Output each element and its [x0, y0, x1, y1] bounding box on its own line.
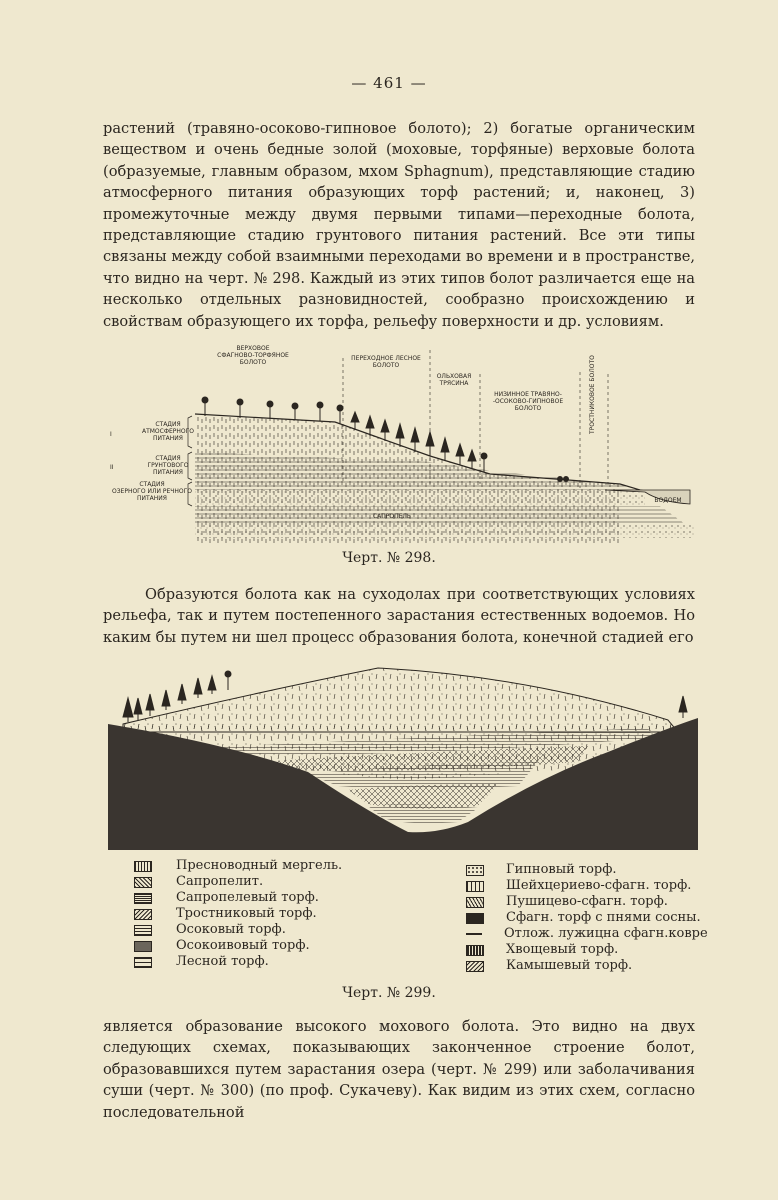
mineral-bottom-layer [195, 524, 695, 538]
label-upper-bog: ВЕРХОВОЕ [236, 345, 270, 352]
legend-item [134, 874, 342, 890]
figure-299-caption: Черт. № 299. [342, 985, 436, 1001]
legend-swatch [134, 893, 152, 904]
sapropel-layer [195, 506, 685, 524]
legend-swatch [134, 877, 152, 888]
paragraph-2: Образуются болота как на суходолах при соответствующих условиях рельефа, так и путем постепенного зарастания естественных водоемов. Но каким бы путем ни шел процесс образования болота, конечной стадией его [103, 586, 695, 646]
legend-swatch [134, 941, 152, 952]
legend-label: Осоковый торф. [176, 922, 286, 937]
water-label: ВОДОЕМ [654, 497, 682, 504]
legend-swatch [466, 933, 482, 935]
legend-swatch [466, 897, 484, 908]
legend-label: Шейхцериево-сфагн. торф. [506, 878, 692, 893]
legend-swatch [466, 865, 484, 876]
label-upper-bog-3: БОЛОТО [239, 359, 267, 366]
stage-1-label-3: ПИТАНИЯ [153, 435, 183, 442]
legend-item [134, 922, 342, 938]
page-number: — 461 — [351, 74, 427, 92]
legend-swatch [466, 945, 484, 956]
label-lowland: НИЗИННОЕ ТРАВЯНО- [494, 391, 562, 398]
figure-298-caption: Черт. № 298. [342, 550, 436, 566]
stage-1-numeral: I [110, 431, 112, 438]
stage-3-label-2: ОЗЕРНОГО ИЛИ РЕЧНОГО [111, 488, 193, 495]
legend-label: Отлож. лужицна сфагн.ковре [504, 926, 708, 941]
legend-item [134, 890, 342, 906]
legend-swatch [134, 925, 152, 936]
legend-label: Пушицево-сфагн. торф. [506, 894, 668, 909]
legend-swatch [134, 909, 152, 920]
lowland-peat-layer [195, 490, 645, 506]
legend-swatch [134, 957, 152, 968]
label-lowland-3: БОЛОТО [514, 405, 542, 412]
legend-label: Сапропелевый торф. [176, 890, 319, 905]
stage-3-label-3: ПИТАНИЯ [137, 495, 167, 502]
stage-2-numeral: II [110, 464, 114, 471]
legend-swatch [466, 881, 484, 892]
stage-2-label-2: ГРУНТОВОГО [147, 462, 189, 469]
legend-item [134, 858, 342, 874]
label-reed-bog: ТРОСТНИКОВОЕ БОЛОТО [589, 355, 596, 434]
stage-2-label-3: ПИТАНИЯ [153, 469, 183, 476]
label-lowland-2: -ОСОКОВО-ГИПНОВОЕ [492, 398, 564, 405]
legend-swatch [134, 861, 152, 872]
paragraph-1: растений (травяно-осоково-гипновое болото); 2) богатые органическим веществом и очень бедные золой (моховые, торфяные) верховые болота (образуемые, главным образом, мхом Sphagnum), представляющие стадию атмосферного питания образующих торф растений; и, наконец, 3) промежуточные между двумя первыми типами—переходные болота, представляющие стадию грунтового питания растений. Все эти типы связаны между собой взаимными переходами во времени и в пространстве, что видно на черт. № 298. Каждый из этих типов болот различается еще на несколько отдельных разновидностей, сообразно происхождению и свойствам образующего их торфа, рельефу поверхности и др. условиям. [103, 120, 695, 330]
legend-item [466, 910, 708, 926]
legend-item [466, 942, 708, 958]
legend-item [466, 894, 708, 910]
legend-label: Гипновый торф. [506, 862, 617, 877]
legend-label: Пресноводный мергель. [176, 858, 343, 873]
figure-299-diagram [108, 662, 698, 850]
legend-label: Осокоивовый торф. [176, 938, 310, 953]
figure-299-legend-left [134, 858, 342, 970]
figure-299-legend-right [466, 862, 708, 974]
legend-item [466, 862, 708, 878]
legend-item [134, 906, 342, 922]
label-alder-2: ТРЯСИНА [439, 380, 469, 387]
stage-3-label: СТАДИЯ [139, 481, 165, 488]
stage-2-label: СТАДИЯ [155, 455, 181, 462]
sapropel-label: САПРОПЕЛЬ [372, 513, 412, 520]
raised-bog-dome [123, 668, 678, 732]
legend-item [466, 878, 708, 894]
legend-label: Камышевый торф. [506, 958, 633, 973]
label-alder: ОЛЬХОВАЯ [436, 373, 472, 380]
legend-item [466, 926, 708, 942]
legend-item [466, 958, 708, 974]
legend-label: Тростниковый торф. [176, 906, 317, 921]
stage-1-label: СТАДИЯ [155, 421, 181, 428]
legend-item [134, 938, 342, 954]
label-upper-bog-2: СФАГНОВО-ТОРФЯНОЕ [217, 352, 289, 359]
legend-label: Хвощевый торф. [506, 942, 619, 957]
legend-swatch [466, 913, 484, 924]
legend-label: Сфагн. торф с пнями сосны. [506, 910, 701, 925]
label-transitional: ПЕРЕХОДНОЕ ЛЕСНОЕ [351, 355, 421, 362]
stage-1-label-2: АТМОСФЕРНОГО [141, 428, 195, 435]
legend-item [134, 954, 342, 970]
figure-298-diagram [100, 344, 700, 544]
legend-label: Лесной торф. [176, 954, 269, 969]
label-transitional-2: БОЛОТО [372, 362, 400, 369]
paragraph-3: является образование высокого мохового болота. Это видно на двух следующих схемах, показывающих законченное строение болот, образовавшихся путем зарастания озера (черт. № 299) или заболачивания суши (черт. № 300) (по проф. Сукачеву). Как видим из этих схем, согласно последовательной [103, 1018, 695, 1121]
legend-label: Сапропелит. [176, 874, 264, 889]
legend-swatch [466, 961, 484, 972]
